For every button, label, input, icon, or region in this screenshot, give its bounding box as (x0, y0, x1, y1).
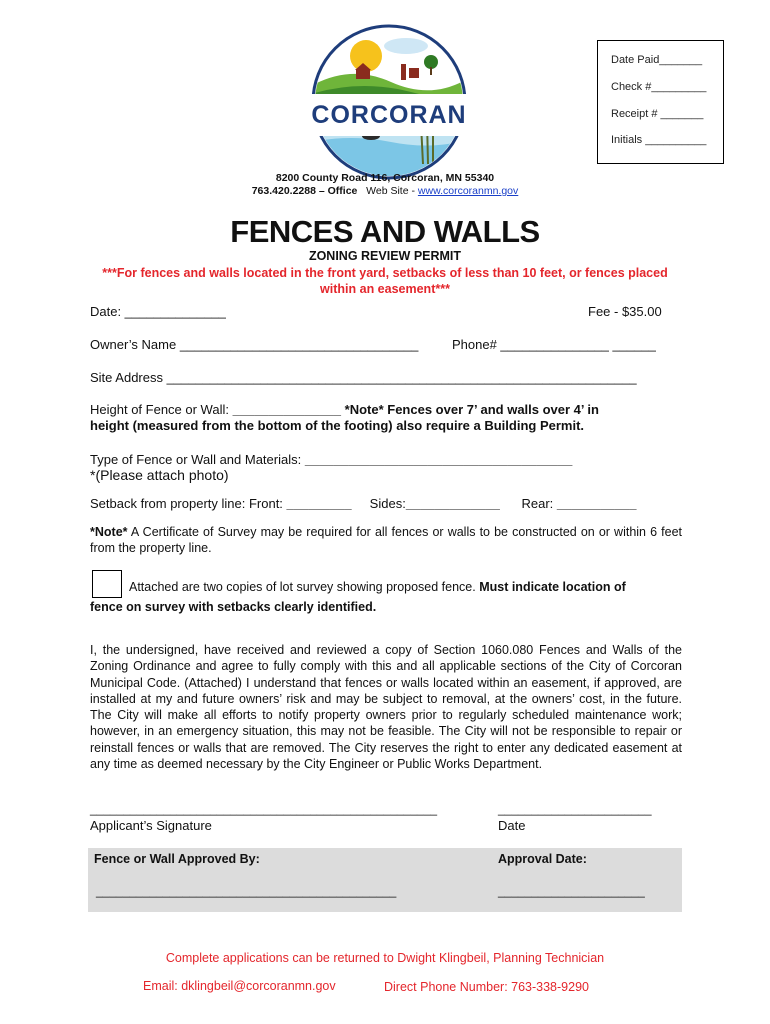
survey-note (90, 524, 682, 557)
survey-note-text: A Certificate of Survey may be required for all fences or walls to be constructed on or within 6 feet from the property line. (90, 525, 682, 556)
website-link[interactable]: www.corcoranmn.gov (417, 185, 519, 197)
footer-phone: Direct Phone Number: 763-338-9290 (384, 980, 589, 994)
setback-rear-field[interactable]: ___________ (556, 496, 637, 511)
footer-return-note: Complete applications can be returned to Dwight Klingbeil, Planning Technician (165, 951, 605, 965)
website-label: Web Site - (366, 185, 418, 197)
date-field[interactable]: Date: ______________ (90, 304, 226, 319)
approval-section (88, 848, 682, 912)
address-line: 8200 County Road 116, Corcoran, MN 55340 (275, 172, 495, 184)
survey-note-bold: *Note* (90, 525, 128, 539)
notice-line-1: ***For fences and walls located in the front yard, setbacks of less than 10 feet, or fences placed (102, 266, 668, 280)
height-line (90, 402, 682, 417)
receipt-number-field[interactable]: Receipt # _______ (611, 108, 704, 120)
setback-front-label: Setback from property line: Front: (90, 496, 287, 511)
attach-bold-b: fence on survey with setbacks clearly identified. (90, 600, 377, 614)
contact-line (0, 185, 770, 197)
check-number-field[interactable]: Check #_________ (611, 81, 707, 93)
footer-email[interactable]: Email: dklingbeil@corcoranmn.gov (143, 979, 336, 993)
type-field[interactable]: _____________________________________ (304, 452, 573, 467)
signature-line[interactable]: ____________________________________________________ (90, 802, 438, 816)
attach-bold-a: Must indicate location of (479, 580, 626, 594)
office-use-box (597, 40, 724, 164)
survey-attached-checkbox[interactable] (92, 570, 122, 598)
agreement-text: I, the undersigned, have received and reviewed a copy of Section 1060.080 Fences and Walls of the Zoning Ordinance and agree to fully comply with this and all applicable sections of the City of Corcoran Municipal Code. (Attached) I understand that fences or walls located within an easement, if approved, are installed at my and future owners’ risk and may be subject to removal, at the owners’ cost, in the future. The City will make all efforts to notify property owners prior to regularly scheduled maintenance work; however, in an emergency situation, this may not be feasible. The City will not be responsible to repair or reinstall fences or walls that are removed. The City reserves the right to enter any dedicated easement at any time as deemed necessary by the City Engineer or Public Works Department. (90, 643, 682, 772)
height-note-b: height (measured from the bottom of the footing) also require a Building Permit. (90, 418, 585, 433)
corcoran-logo (311, 24, 467, 180)
signature-date-label: Date (498, 818, 526, 833)
setback-front-field[interactable]: _________ (286, 496, 352, 511)
approved-by-line[interactable]: _____________________________________________ (96, 884, 397, 898)
fee-label: Fee - $35.00 (588, 304, 662, 319)
office-phone: 763.420.2288 – Office (251, 185, 358, 197)
height-note-a: *Note* Fences over 7’ and walls over 4’ in (341, 402, 599, 417)
initials-field[interactable]: Initials __________ (611, 134, 707, 146)
page-title: FENCES AND WALLS (230, 214, 540, 249)
type-line (90, 452, 572, 467)
height-label: Height of Fence or Wall: (90, 402, 233, 417)
notice-line-2: within an easement*** (320, 282, 450, 296)
approval-date-label: Approval Date: (498, 852, 587, 866)
date-paid-field[interactable]: Date Paid_______ (611, 54, 703, 66)
logo-text: CORCORAN (311, 101, 467, 129)
approved-by-label: Fence or Wall Approved By: (94, 852, 260, 866)
signature-date-line[interactable]: _______________________ (498, 802, 652, 816)
page-subtitle: ZONING REVIEW PERMIT (308, 249, 462, 263)
attach-photo-note: *(Please attach photo) (90, 467, 229, 483)
setback-sides-label: Sides: (369, 496, 406, 511)
phone-field[interactable]: Phone# _______________ ______ (452, 337, 656, 352)
owner-name-field[interactable]: Owner’s Name _________________________________ (90, 337, 419, 352)
height-field[interactable]: _______________ (232, 402, 342, 417)
site-address-field[interactable]: Site Address _________________________________________________________________ (90, 370, 637, 385)
approval-date-line[interactable]: ______________________ (498, 884, 645, 898)
setback-line (90, 496, 636, 511)
signature-label: Applicant’s Signature (90, 818, 212, 833)
setback-rear-label: Rear: (521, 496, 557, 511)
setback-sides-field[interactable]: _____________ (405, 496, 500, 511)
attach-text: Attached are two copies of lot survey showing proposed fence. (129, 580, 480, 594)
attach-line-1 (129, 580, 626, 594)
type-label: Type of Fence or Wall and Materials: (90, 452, 305, 467)
